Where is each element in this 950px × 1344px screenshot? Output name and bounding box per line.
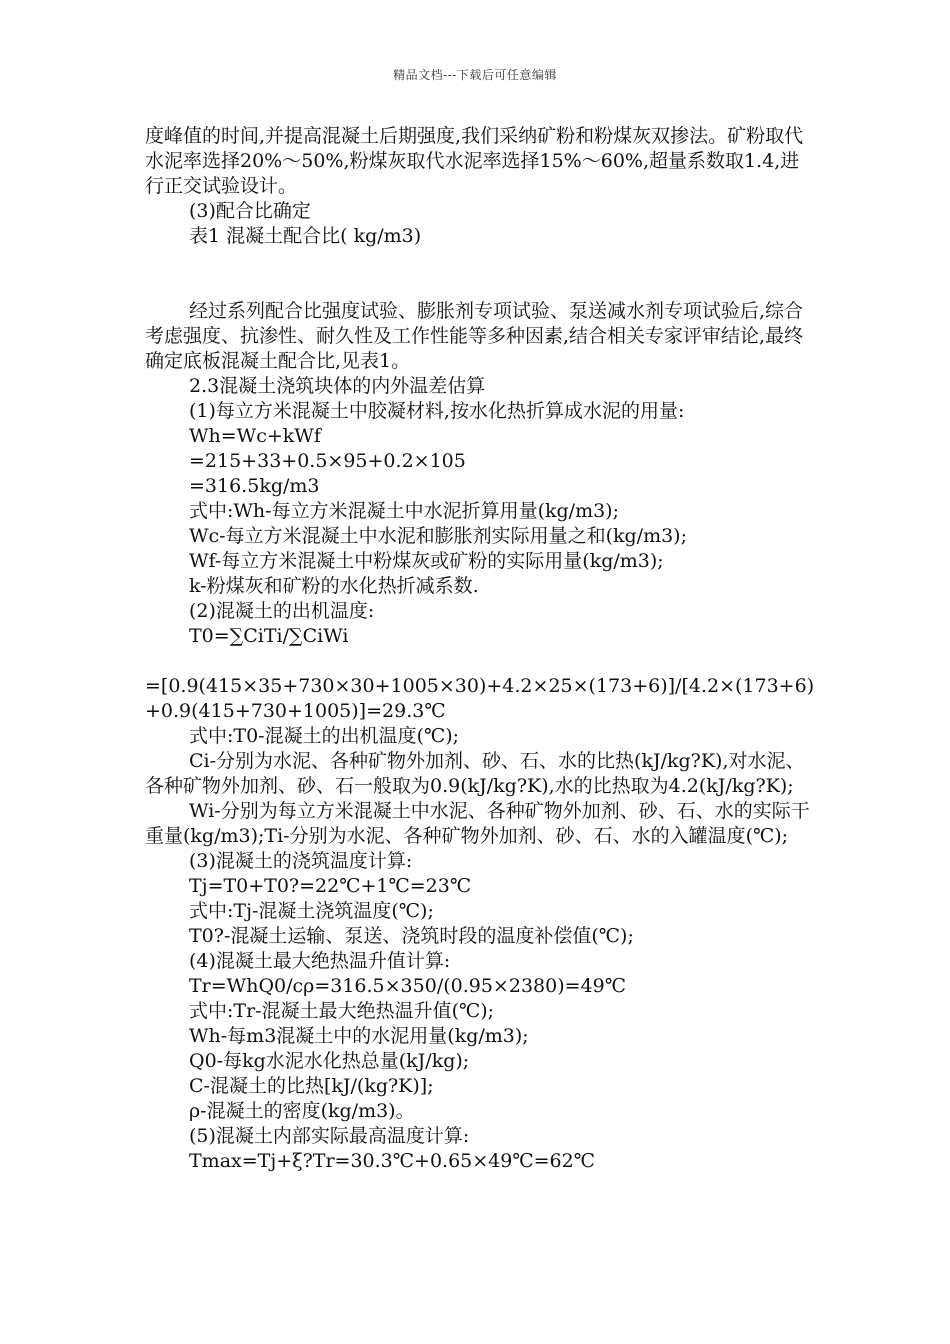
paragraph: C-混凝土的比热[kJ/(kg?K)]; [189,1075,434,1097]
document-body [145,124,815,1174]
paragraph: Wh-每m3混凝土中的水泥用量(kg/m3); [189,1025,529,1047]
paragraph: k-粉煤灰和矿粉的水化热折减系数. [189,575,479,597]
section-heading: (2)混凝土的出机温度: [189,600,375,622]
section-heading: (3)混凝土的浇筑温度计算: [189,850,413,872]
paragraph: 度峰值的时间,并提高混凝土后期强度,我们采纳矿粉和粉煤灰双掺法。矿粉取代水泥率选择20%～50%,粉煤灰取代水泥率选择15%～60%,超量系数取1.4,进行正交试验设计。 [145,125,804,197]
section-heading: (5)混凝土内部实际最高温度计算: [189,1125,470,1147]
paragraph: Wf-每立方米混凝土中粉煤灰或矿粉的实际用量(kg/m3); [189,550,664,572]
page-header: 精品文档---下载后可任意编辑 [393,68,557,82]
paragraph: 式中:T0-混凝土的出机温度(℃); [189,725,460,747]
blank-space [145,649,815,674]
blank-space [145,249,815,299]
formula-line: Wh=Wc+kWf [189,425,321,447]
paragraph: 式中:Tr-混凝土最大绝热温升值(℃); [189,1000,495,1022]
formula-line: T0=∑CiTi/∑CiWi [189,625,349,647]
formula-line: Tmax=Tj+ξ?Tr=30.3℃+0.65×49℃=62℃ [189,1150,595,1172]
paragraph: Q0-每kg水泥水化热总量(kJ/kg); [189,1050,470,1072]
table-caption: 表1 混凝土配合比( kg/m3) [189,225,422,247]
formula-line: Tr=WhQ0/cρ=316.5×350/(0.95×2380)=49℃ [189,975,626,997]
paragraph: Wi-分别为每立方米混凝土中水泥、各种矿物外加剂、砂、石、水的实际干重量(kg/m3);Ti-分别为水泥、各种矿物外加剂、砂、石、水的入罐温度(℃); [145,800,810,847]
section-heading: 2.3混凝土浇筑块体的内外温差估算 [189,375,486,397]
paragraph: 经过系列配合比强度试验、膨胀剂专项试验、泵送减水剂专项试验后,综合考虑强度、抗渗性、耐久性及工作性能等多种因素,结合相关专家评审结论,最终确定底板混凝土配合比,见表1。 [145,300,804,372]
paragraph: T0?-混凝土运输、泵送、浇筑时段的温度补偿值(℃); [189,925,634,947]
section-heading: (3)配合比确定 [189,200,311,222]
formula-line: =215+33+0.5×95+0.2×105 [189,450,466,472]
paragraph: 式中:Tj-混凝土浇筑温度(℃); [189,900,434,922]
formula-line: =316.5kg/m3 [189,475,320,497]
formula-line: =[0.9(415×35+730×30+1005×30)+4.2×25×(173+6)]/[4.2×(173+6)+0.9(415+730+1005)]=29.3℃ [145,675,815,722]
paragraph: (1)每立方米混凝土中胶凝材料,按水化热折算成水泥的用量: [189,400,685,422]
formula-line: Tj=T0+T0?=22℃+1℃=23℃ [189,875,472,897]
paragraph: Ci-分别为水泥、各种矿物外加剂、砂、石、水的比热(kJ/kg?K),对水泥、各种矿物外加剂、砂、石一般取为0.9(kJ/kg?K),水的比热取为4.2(kJ/kg?K); [145,750,805,797]
paragraph: 式中:Wh-每立方米混凝土中水泥折算用量(kg/m3); [189,500,619,522]
section-heading: (4)混凝土最大绝热温升值计算: [189,950,451,972]
paragraph: ρ-混凝土的密度(kg/m3)。 [189,1100,415,1122]
paragraph: Wc-每立方米混凝土中水泥和膨胀剂实际用量之和(kg/m3); [189,525,687,547]
